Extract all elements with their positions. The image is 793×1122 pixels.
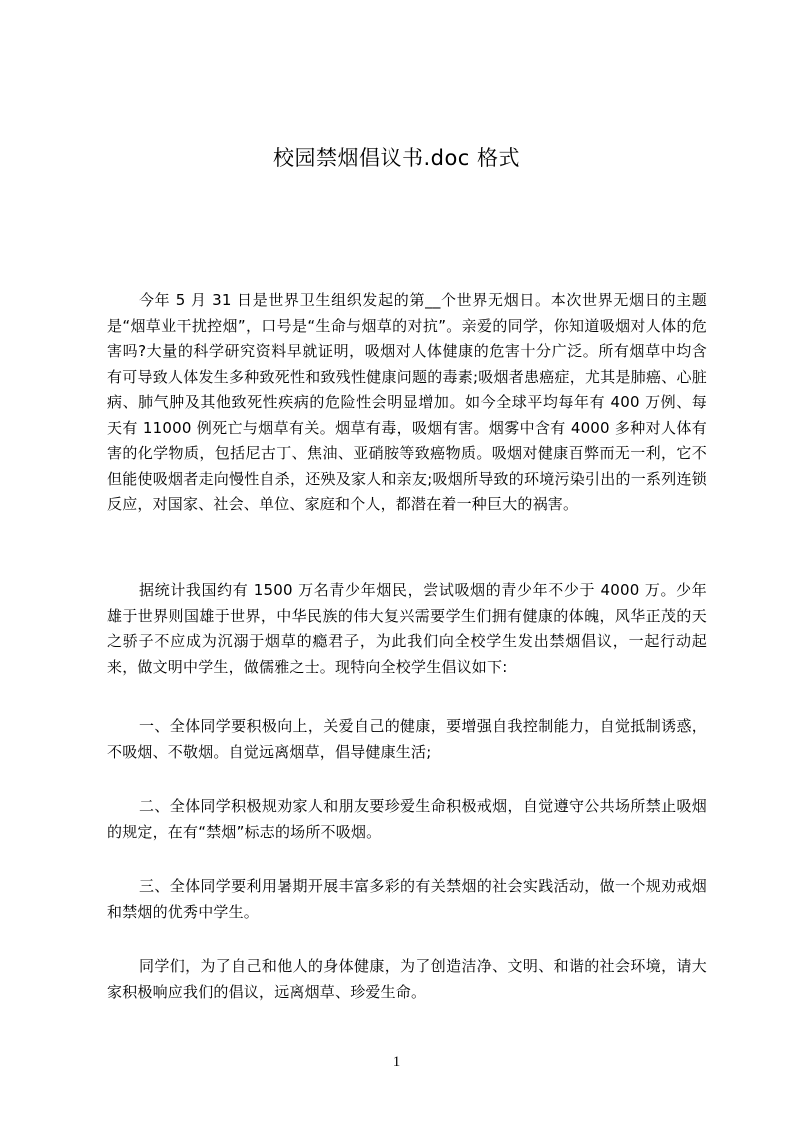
page-number: 1 xyxy=(392,1054,401,1070)
document-title: 校园禁烟倡议书.doc 格式 xyxy=(272,146,521,170)
paragraph-intro: 今年 5 月 31 日是世界卫生组织发起的第__个世界无烟日。本次世界无烟日的主题是“烟草业干扰控烟”，口号是“生命与烟草的对抗”。亲爱的同学，你知道吸烟对人体的危害吗?大量的科学研究资料早就证明，吸烟对人体健康的危害十分广泛。所有烟草中均含有可导致人体发生多种致死性和致残性健康问题的毒素;吸烟者患癌症，尤其是肺癌、心脏病、肺气肿及其他致死性疾病的危险性会明显增加。如今全球平均每年有 400 万例、每天有 11000 例死亡与烟草有关。烟草有毒，吸烟有害。烟雾中含有 4000 多种对人体有害的化学物质，包括尼古丁、焦油、亚硝胺等致癌物质。吸烟对健康百弊而无一利，它不但能使吸烟者走向慢性自杀，还殃及家人和亲友;吸烟所导致的环境污染引出的一系列连锁反应，对国家、社会、单位、家庭和个人，都潜在着一种巨大的祸害。 xyxy=(107,291,707,513)
paragraph-proposal-2: 二、全体同学积极规劝家人和朋友要珍爱生命积极戒烟，自觉遵守公共场所禁止吸烟的规定，在有“禁烟”标志的场所不吸烟。 xyxy=(107,797,707,841)
paragraph-proposal-3: 三、全体同学要利用暑期开展丰富多彩的有关禁烟的社会实践活动，做一个规劝戒烟和禁烟的优秀中学生。 xyxy=(107,877,707,921)
paragraph-proposal-1: 一、全体同学要积极向上，关爱自己的健康，要增强自我控制能力，自觉抵制诱惑，不吸烟、不敬烟。自觉远离烟草，倡导健康生活; xyxy=(107,717,707,761)
paragraph-statistics: 据统计我国约有 1500 万名青少年烟民，尝试吸烟的青少年不少于 4000 万。少年雄于世界则国雄于世界，中华民族的伟大复兴需要学生们拥有健康的体魄，风华正茂的天之骄子不应成为沉溺于烟草的瘾君子，为此我们向全校学生发出禁烟倡议，一起行动起来，做文明中学生，做儒雅之士。现特向全校学生倡议如下: xyxy=(107,581,707,676)
paragraph-closing: 同学们，为了自己和他人的身体健康，为了创造洁净、文明、和谐的社会环境，请大家积极响应我们的倡议，远离烟草、珍爱生命。 xyxy=(107,957,707,1001)
